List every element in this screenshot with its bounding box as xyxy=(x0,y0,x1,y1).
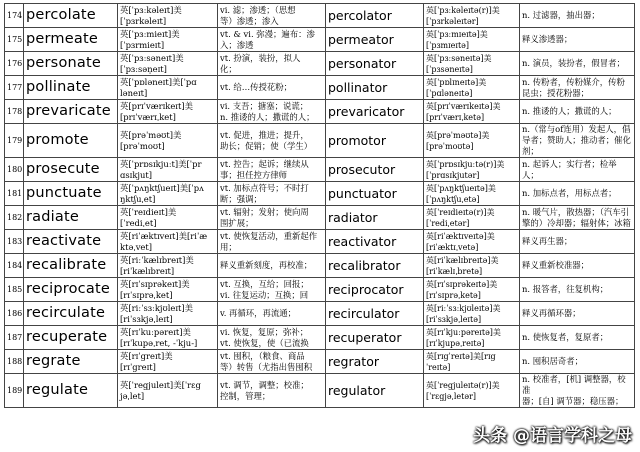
derived-meaning: 释义重新校准器； xyxy=(520,254,635,278)
row-number: 181 xyxy=(5,182,24,206)
derived-word: recuperator xyxy=(326,326,424,350)
row-number: 185 xyxy=(5,278,24,302)
phonetic: 英[prɪˈværɪkeɪt]美 [prɪˈværɪˌket] xyxy=(118,100,218,124)
derived-word: personator xyxy=(326,52,424,76)
phonetic: 英[riːˈkælɪbreɪt]美 [riˈkælɪbreɪt] xyxy=(118,254,218,278)
derived-word: recirculator xyxy=(326,302,424,326)
vocabulary-table-body xyxy=(5,4,635,408)
derived-meaning: n. 演员，装扮者，假冒者； xyxy=(520,52,635,76)
table-row xyxy=(5,76,635,100)
row-number: 187 xyxy=(5,326,24,350)
derived-word: percolator xyxy=(326,4,424,28)
word: punctuate xyxy=(24,182,118,206)
word: recirculate xyxy=(24,302,118,326)
meaning: vt. 加标点符号；不时打 断；强调； xyxy=(218,182,326,206)
derived-phonetic: 英[ˈpʌŋktʃueɪtə]美 [ˈpʌŋktʃuˌetə] xyxy=(424,182,520,206)
derived-word: pollinator xyxy=(326,76,424,100)
derived-meaning: n.（常与of连用）发起人，倡 导者；赞助人；推动者；催化剂； xyxy=(520,124,635,158)
derived-word: promotor xyxy=(326,124,424,158)
phonetic: 英[ˈpɜːmieɪt]美 [ˈpɜrmieɪt] xyxy=(118,28,218,52)
derived-phonetic: 英[riːˈsɜːkjʊleɪtə]美 [riˈsɜkjəˌleɪtə] xyxy=(424,302,520,326)
meaning: vt. 控告；起诉；继续从 事；担任控方律师 xyxy=(218,158,326,182)
word: regrate xyxy=(24,350,118,374)
row-number: 178 xyxy=(5,100,24,124)
derived-meaning: n. 起诉人；实行者；检举人； xyxy=(520,158,635,182)
derived-phonetic: 英[ˈregjuleɪtə(r)]美 [ˈrɛgjəˌletər] xyxy=(424,374,520,408)
table-row xyxy=(5,100,635,124)
table-row xyxy=(5,52,635,76)
meaning: vt. 给…传授花粉； xyxy=(218,76,326,100)
phonetic: 英[prəˈməʊt]美 [prəˈmoʊt] xyxy=(118,124,218,158)
derived-word: regrator xyxy=(326,350,424,374)
phonetic: 英[ˈpɜːkəleɪt]美 [ˈpɜrkəleɪt] xyxy=(118,4,218,28)
derived-phonetic: 英[prəˈməʊtə]美 [prəˈmoʊtə] xyxy=(424,124,520,158)
table-row xyxy=(5,374,635,408)
derived-meaning: n. 囤积居奇者； xyxy=(520,350,635,374)
row-number: 175 xyxy=(5,28,24,52)
table-row xyxy=(5,158,635,182)
table-row xyxy=(5,206,635,230)
derived-phonetic: 英[ˈpɜːmɪeɪtə]美 [ˈpɜmɪeɪtə] xyxy=(424,28,520,52)
derived-meaning: n. 暖气片，散热器；（汽车引 擎的）冷却器；辐射体；冰箱 xyxy=(520,206,635,230)
word: promote xyxy=(24,124,118,158)
phonetic: 英[ˈpʌŋktʃueɪt]美[ˈpʌ ŋktʃuˌet] xyxy=(118,182,218,206)
word: regulate xyxy=(24,374,118,408)
derived-phonetic: 英[ˈprɒsɪkjuːtə(r)]美 [ˈprɑsɪkjutər] xyxy=(424,158,520,182)
derived-word: recalibrator xyxy=(326,254,424,278)
derived-meaning: 释义渗透器； xyxy=(520,28,635,52)
word: prevaricate xyxy=(24,100,118,124)
table-row xyxy=(5,4,635,28)
table-row xyxy=(5,230,635,254)
meaning: vt. 调节，调整；校准； 控制，管理； xyxy=(218,374,326,408)
row-number: 174 xyxy=(5,4,24,28)
word: reciprocate xyxy=(24,278,118,302)
derived-meaning: n. 使恢复者，复原者； xyxy=(520,326,635,350)
meaning: vt. 囤积，（粮食、商品 等）转售（尤指出售囤积 xyxy=(218,350,326,374)
row-number: 180 xyxy=(5,158,24,182)
table-row xyxy=(5,326,635,350)
word: percolate xyxy=(24,4,118,28)
derived-meaning: n. 加标点者，用标点者； xyxy=(520,182,635,206)
table-row xyxy=(5,302,635,326)
derived-phonetic: 英[ˈpɜːsəneɪtə]美 [ˈpɜsəneɪtə] xyxy=(424,52,520,76)
derived-phonetic: 英[ˈpɜːkəleɪtə(r)]美 [ˈpɜrkəleɪtər] xyxy=(424,4,520,28)
meaning: vi. 恢复，复原；弥补； vt. 使恢复，使（已流换 xyxy=(218,326,326,350)
meaning: vi. 滤；渗透；（思想 等）渗透；渗入 xyxy=(218,4,326,28)
phonetic: 英[riˈæktɪveɪt]美[riˈæ ktəˌvet] xyxy=(118,230,218,254)
row-number: 188 xyxy=(5,350,24,374)
word: radiate xyxy=(24,206,118,230)
table-row xyxy=(5,254,635,278)
word: personate xyxy=(24,52,118,76)
derived-phonetic: 英[riˈæktɪveɪtə]美 [riˈæktɪˌvetə] xyxy=(424,230,520,254)
phonetic: 英[ˈreɪdieɪt]美 [ˈrediˌet] xyxy=(118,206,218,230)
meaning: 释义重新刻度，再校准； xyxy=(218,254,326,278)
derived-word: reciprocator xyxy=(326,278,424,302)
derived-phonetic: 英[rɪˈkjuːpəreɪtə]美 [rɪˈkjupəˌreɪtə] xyxy=(424,326,520,350)
phonetic: 英[riːˈsɜːkjʊleɪt]美 [riˈsɜkjəˌleɪt] xyxy=(118,302,218,326)
word: reactivate xyxy=(24,230,118,254)
meaning: vi. 支吾；搪塞；说谎； n. 推诿的人；撒谎的人； xyxy=(218,100,326,124)
meaning: vt. 使恢复活动，重新起作 用； xyxy=(218,230,326,254)
row-number: 176 xyxy=(5,52,24,76)
phonetic: 英[ˈpɜːsəneɪt]美 [ˈpɜːsən̩eɪt] xyxy=(118,52,218,76)
meaning: vt. 互换，互给；回报； vi. 往复运动；互换；回 xyxy=(218,278,326,302)
derived-meaning: n. 过滤器，抽出器； xyxy=(520,4,635,28)
derived-meaning: n. 传粉者，传粉媒介，传粉 昆虫；授花粉器； xyxy=(520,76,635,100)
meaning: vt. 扮演，装扮，拟人 化； xyxy=(218,52,326,76)
phonetic: 英[ˈregjuleɪt]美[ˈrɛg jəˌlet] xyxy=(118,374,218,408)
derived-phonetic: 英[riˈkælɪbreɪtə]美 [riˈkælɪˌbretə] xyxy=(424,254,520,278)
row-number: 177 xyxy=(5,76,24,100)
derived-meaning: n. 校准者，[机] 调整器，校准 器；[自] 调节器；稳压器； xyxy=(520,374,635,408)
derived-phonetic: 英[rɪgˈreɪtə]美[rɪg ˈreɪtə] xyxy=(424,350,520,374)
row-number: 182 xyxy=(5,206,24,230)
derived-meaning: 释义再循环器； xyxy=(520,302,635,326)
row-number: 186 xyxy=(5,302,24,326)
derived-word: regulator xyxy=(326,374,424,408)
row-number: 183 xyxy=(5,230,24,254)
word: permeate xyxy=(24,28,118,52)
table-row xyxy=(5,182,635,206)
phonetic: 英[rɪˈsɪprəkeɪt]美 [rɪˈsɪprəˌket] xyxy=(118,278,218,302)
derived-word: punctuator xyxy=(326,182,424,206)
table-row xyxy=(5,278,635,302)
table-row xyxy=(5,350,635,374)
word: recalibrate xyxy=(24,254,118,278)
phonetic: 英[rɪˈgreɪt]美 [rɪˈgreɪt] xyxy=(118,350,218,374)
derived-meaning: n. 报答者，往复机构； xyxy=(520,278,635,302)
derived-phonetic: 英[rɪˈsɪprəkeɪtə]美 [rɪˈsɪprəˌketə] xyxy=(424,278,520,302)
derived-word: reactivator xyxy=(326,230,424,254)
derived-phonetic: 英[ˈreɪdieɪtə(r)]美 [ˈrediˌetər] xyxy=(424,206,520,230)
meaning: vt. 辐射；发射；使向周 围扩展； xyxy=(218,206,326,230)
row-number: 189 xyxy=(5,374,24,408)
derived-word: prevaricator xyxy=(326,100,424,124)
table-row xyxy=(5,28,635,52)
derived-phonetic: 英[ˈpɒlɪneɪtə]美 [ˈpɑləneɪtə] xyxy=(424,76,520,100)
watermark: 头条 @语言学科之母 xyxy=(473,426,632,446)
derived-word: radiator xyxy=(326,206,424,230)
derived-word: prosecutor xyxy=(326,158,424,182)
meaning: v. 再循环，再流通； xyxy=(218,302,326,326)
vocabulary-table xyxy=(4,3,635,408)
row-number: 179 xyxy=(5,124,24,158)
derived-meaning: 释义再生器； xyxy=(520,230,635,254)
phonetic: 英[ˈpɒləneɪt]美[ˈpɑ ləneɪt] xyxy=(118,76,218,100)
word: pollinate xyxy=(24,76,118,100)
phonetic: 英[rɪˈkuːpəreɪt]美 [rɪˈkupəˌret, -ˈkju-] xyxy=(118,326,218,350)
phonetic: 英[ˈprɒsɪkjuːt]美[ˈpr ɑsɪkjut] xyxy=(118,158,218,182)
table-row xyxy=(5,124,635,158)
meaning: vt. & vi. 弥漫；遍布：渗 入；渗透 xyxy=(218,28,326,52)
word: recuperate xyxy=(24,326,118,350)
row-number: 184 xyxy=(5,254,24,278)
derived-phonetic: 英[prɪˈværɪkeɪtə]美 [prɪˈværɪˌketə] xyxy=(424,100,520,124)
derived-meaning: n. 推诿的人；撒谎的人； xyxy=(520,100,635,124)
word: prosecute xyxy=(24,158,118,182)
meaning: vt. 促进，推进；提升， 助长；促销；使（学生） xyxy=(218,124,326,158)
derived-word: permeator xyxy=(326,28,424,52)
